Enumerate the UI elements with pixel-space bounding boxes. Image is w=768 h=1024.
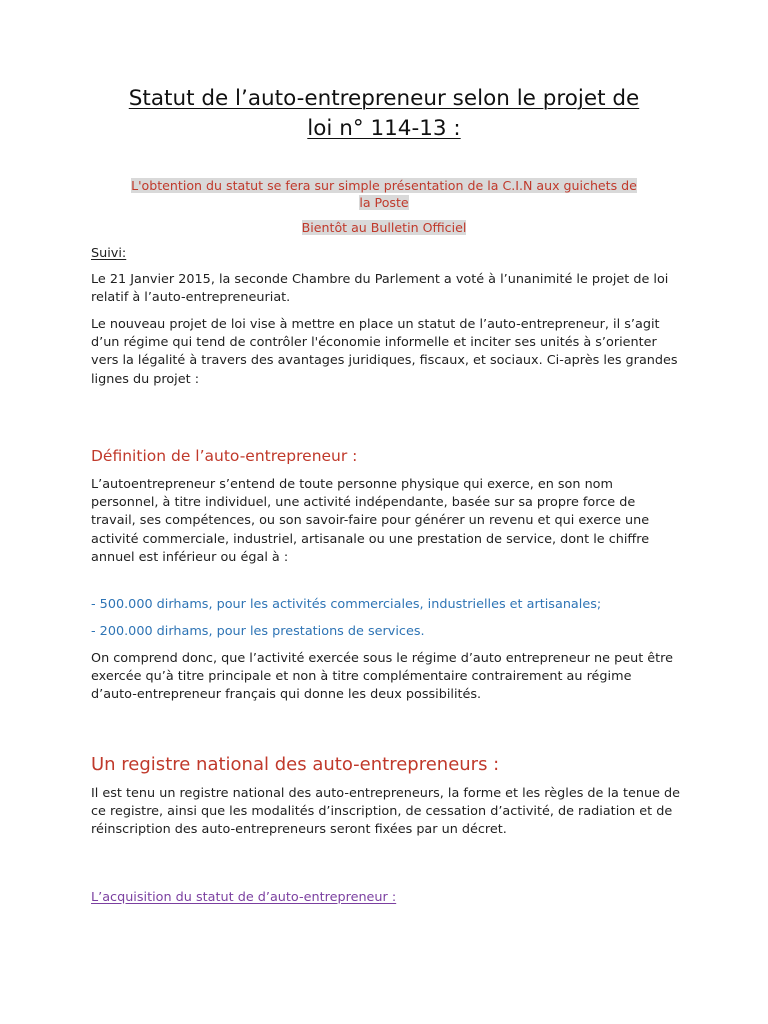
paragraph-vote: Le 21 Janvier 2015, la seconde Chambre du Parlement a voté à l’unanimité le projet de loi relatif à l’auto-entrepreneuriat. — [91, 272, 669, 306]
cin-notice — [92, 177, 676, 211]
bulletin-text: Bientôt au Bulletin Officiel — [301, 220, 467, 235]
title-line-1: Statut de l’auto-entrepreneur selon le projet de — [128, 86, 640, 111]
bulletin-notice — [92, 219, 676, 236]
list-item-services: - 200.000 dirhams, pour les prestations de services. — [91, 624, 425, 639]
paragraph-definition: L’autoentrepreneur s’entend de toute personne physique qui exerce, en son nom personnel, à titre individuel, une activité indépendante, basée sur sa propre force de travail, ses compétences, ou son savoir-faire pour générer un revenu et qui exerce une activité commerciale, industriel, artisanale ou une prestation de service, dont le chiffre annuel est inférieur ou égal à : — [91, 477, 650, 565]
notice-line-1: L'obtention du statut se fera sur simple présentation de la C.I.N aux guichets de — [131, 178, 637, 193]
paragraph-comprend: On comprend donc, que l’activité exercée sous le régime d’auto entrepreneur ne peut être exercée qu’à titre principale et non à titre complémentaire contrairement au régime d’auto-entrepreneur français qui donne les deux possibilités. — [91, 651, 674, 703]
heading-acquisition-link[interactable]: L’acquisition du statut de d’auto-entrepreneur : — [91, 890, 397, 905]
notice-line-2: la Poste — [359, 195, 409, 210]
suivi-label — [91, 245, 681, 263]
suivi-text: Suivi: — [91, 246, 127, 261]
title-line-2: loi n° 114-13 : — [307, 116, 461, 141]
heading-definition: Définition de l’auto-entrepreneur : — [91, 447, 358, 465]
paragraph-projet: Le nouveau projet de loi vise à mettre en place un statut de l’auto-entrepreneur, il s’agit d’un régime qui tend de contrôler l'économie informelle et inciter ses unités à s’orienter vers la légalité à travers des avantages juridiques, fiscaux, et sociaux. Ci-après les grandes lignes du projet : — [91, 317, 678, 387]
list-item-commercial: - 500.000 dirhams, pour les activités commerciales, industrielles et artisanales; — [91, 597, 602, 612]
paragraph-registre: Il est tenu un registre national des auto-entrepreneurs, la forme et les règles de la tenue de ce registre, ainsi que les modalités d’inscription, de cessation d’activité, de radiation et de réinscription des auto-entrepreneurs seront fixées par un décret. — [91, 786, 681, 838]
heading-registre: Un registre national des auto-entrepreneurs : — [91, 754, 500, 775]
document-title — [90, 84, 678, 144]
